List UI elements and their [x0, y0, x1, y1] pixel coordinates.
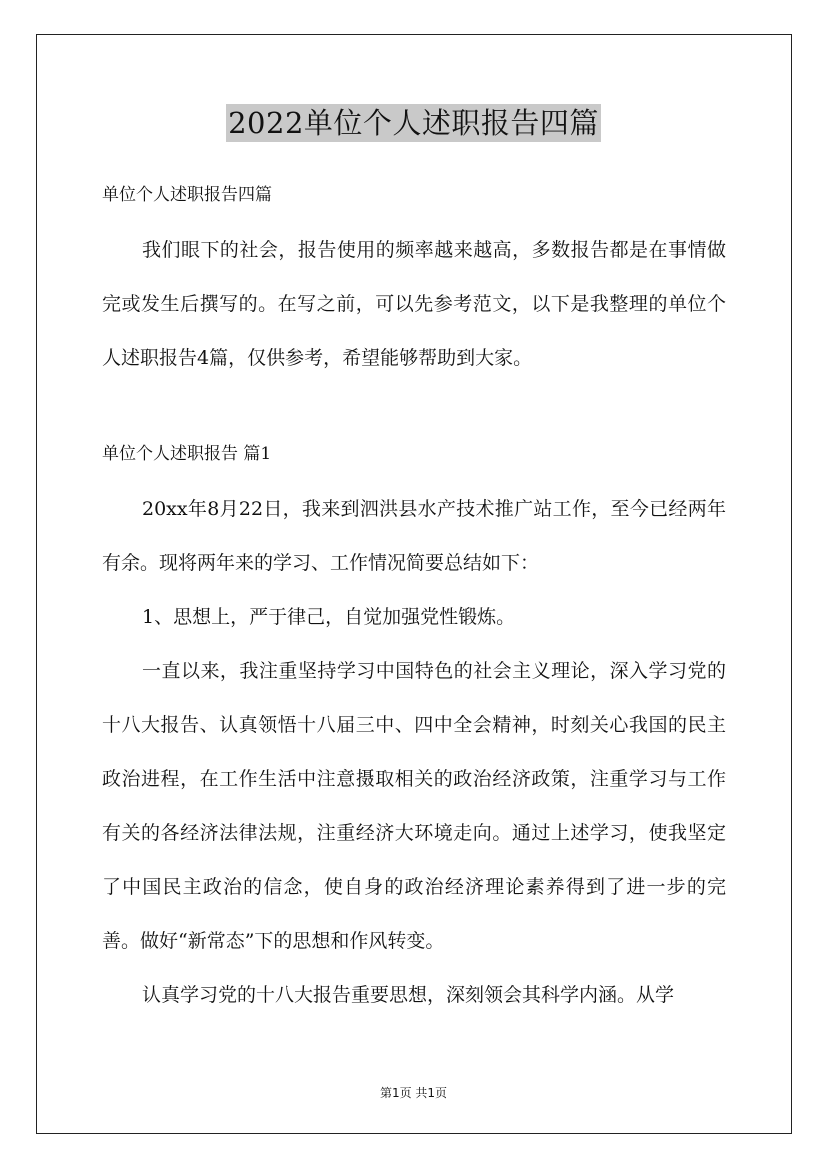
body-paragraph: 1、思想上，严于律己，自觉加强党性锻炼。 — [142, 606, 516, 628]
document-title: 2022单位个人述职报告四篇 — [228, 106, 599, 140]
section-heading: 单位个人述职报告 篇1 — [102, 444, 272, 464]
document-body — [102, 180, 726, 1022]
intro-paragraph: 我们眼下的社会，报告使用的频率越来越高，多数报告都是在事情做完或发生后撰写的。在写之前，可以先参考范文，以下是我整理的单位个人述职报告4篇，仅供参考，希望能够帮助到大家。 — [102, 239, 726, 369]
body-paragraph: 20xx年8月22日，我来到泗洪县水产技术推广站工作，至今已经两年有余。现将两年来的学习、工作情况简要总结如下： — [102, 498, 726, 574]
page-footer: 第1页 共1页 — [379, 1086, 448, 1100]
title-container — [0, 104, 827, 142]
body-paragraph: 一直以来，我注重坚持学习中国特色的社会主义理论，深入学习党的十八大报告、认真领悟十八届三中、四中全会精神，时刻关心我国的民主政治进程，在工作生活中注意摄取相关的政治经济政策，注重学习与工作有关的各经济法律法规，注重经济大环境走向。通过上述学习，使我坚定了中国民主政治的信念，使自身的政治经济理论素养得到了进一步的完善。做好“新常态”下的思想和作风转变。 — [102, 660, 726, 952]
body-paragraph: 认真学习党的十八大报告重要思想，深刻领会其科学内涵。从学 — [142, 984, 675, 1006]
document-subtitle: 单位个人述职报告四篇 — [102, 185, 272, 205]
